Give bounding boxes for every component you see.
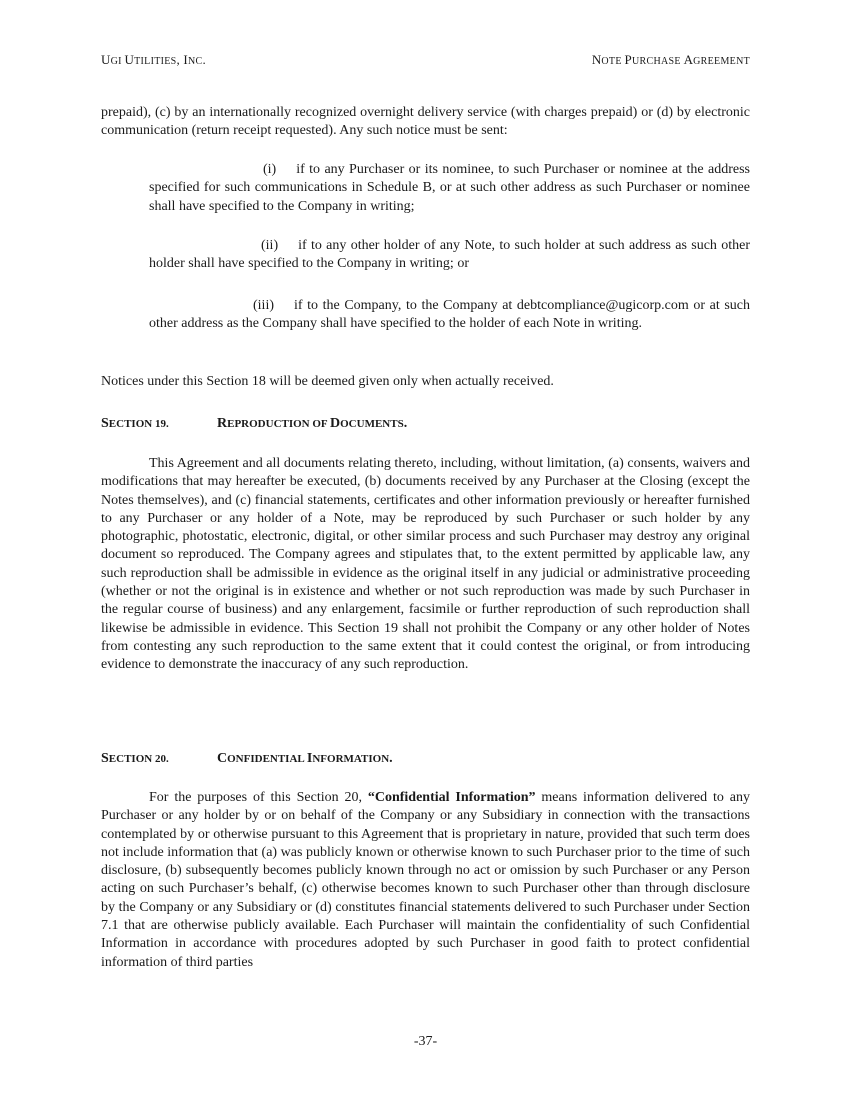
section-20-heading	[101, 751, 393, 767]
notice-item-iii	[149, 297, 750, 334]
section-20-paragraph: For the purposes of this Section 20, “Confidential Information” means information delivered to any Purchaser or any holder by or on behalf of the Company or any Subsidiary in connection with the transactions contemplated by or otherwise pursuant to this Agreement that is proprietary in nature, provided that such term does not include information that (a) was publicly known or otherwise known to such Purchaser prior to the time of such disclosure, (b) subsequently becomes publicly known through no act or omission by such Purchaser or any Person acting on such Purchaser’s behalf, (c) otherwise becomes known to such Purchaser other than through disclosure by the Company or any Subsidiary or (d) constitutes financial statements delivered to such Purchaser under Section 7.1 that are otherwise publicly available. Each Purchaser will maintain the confidentiality of such Confidential Information in accordance with procedures adopted by such Purchaser in good faith to protect confidential information of third parties	[101, 790, 750, 970]
defined-term: “Confidential Information”	[367, 790, 536, 805]
header-document-title: NOTE PURCHASE AGREEMENT	[591, 52, 750, 67]
section-number: SECTION 19.	[101, 416, 169, 431]
notice-item-i	[149, 161, 750, 216]
header-company-name: UGI UTILITIES, INC.	[101, 52, 206, 67]
section-19-paragraph: This Agreement and all documents relating thereto, including, without limitation, (a) consents, waivers and modifications that may hereafter be executed, (b) documents received by any Purchaser at the Closing (except the Notes themselves), and (c) financial statements, certificates and other information previously or hereafter furnished to any Purchaser or any holder of a Note, may be reproduced by such Purchaser or such holder by any photographic, photostatic, electronic, digital, or other similar process and such Purchaser may destroy any original document so reproduced. The Company agrees and stipulates that, to the extent permitted by applicable law, any such reproduction shall be admissible in evidence as the original itself in any judicial or administrative proceeding (whether or not the original is in existence and whether or not such reproduction was made by such Purchaser in the regular course of business) and any enlargement, facsimile or further reproduction of such reproduction shall likewise be admissible in evidence. This Section 19 shall not prohibit the Company or any other holder of Notes from contesting any such reproduction to the same extent that it could contest the original, or from introducing evidence to demonstrate the inaccuracy of any such reproduction.	[101, 456, 750, 673]
notice-item-text: if to the Company, to the Company at debtcompliance@ugicorp.com or at such other address as the Company shall have specified to the holder of each Note in writing.	[149, 298, 750, 332]
intro-paragraph: prepaid), (c) by an internationally recognized overnight delivery service (with charges prepaid) or (d) by electronic communication (return receipt requested). Any such notice must be sent:	[101, 105, 750, 139]
notice-item-text: if to any Purchaser or its nominee, to such Purchaser or nominee at the address specified for such communications in Schedule B, or at such other address as such Purchaser or nominee shall have specified to the Company in writing;	[149, 162, 750, 214]
section-title: CONFIDENTIAL INFORMATION.	[217, 751, 393, 766]
page-header	[101, 52, 750, 68]
section-title: REPRODUCTION OF DOCUMENTS.	[217, 416, 408, 431]
notice-item-label: (ii)	[261, 238, 279, 253]
page-number: -37-	[413, 1034, 438, 1049]
notice-item-label: (iii)	[253, 298, 274, 313]
notice-item-label: (i)	[263, 162, 277, 177]
notices-paragraph: Notices under this Section 18 will be deemed given only when actually received.	[101, 374, 554, 389]
section-number: SECTION 20.	[101, 751, 169, 766]
notice-item-ii	[149, 237, 750, 274]
notice-item-text: if to any other holder of any Note, to such holder at such address as such other holder shall have specified to the Company in writing; or	[149, 238, 750, 272]
section-19-heading	[101, 416, 407, 432]
